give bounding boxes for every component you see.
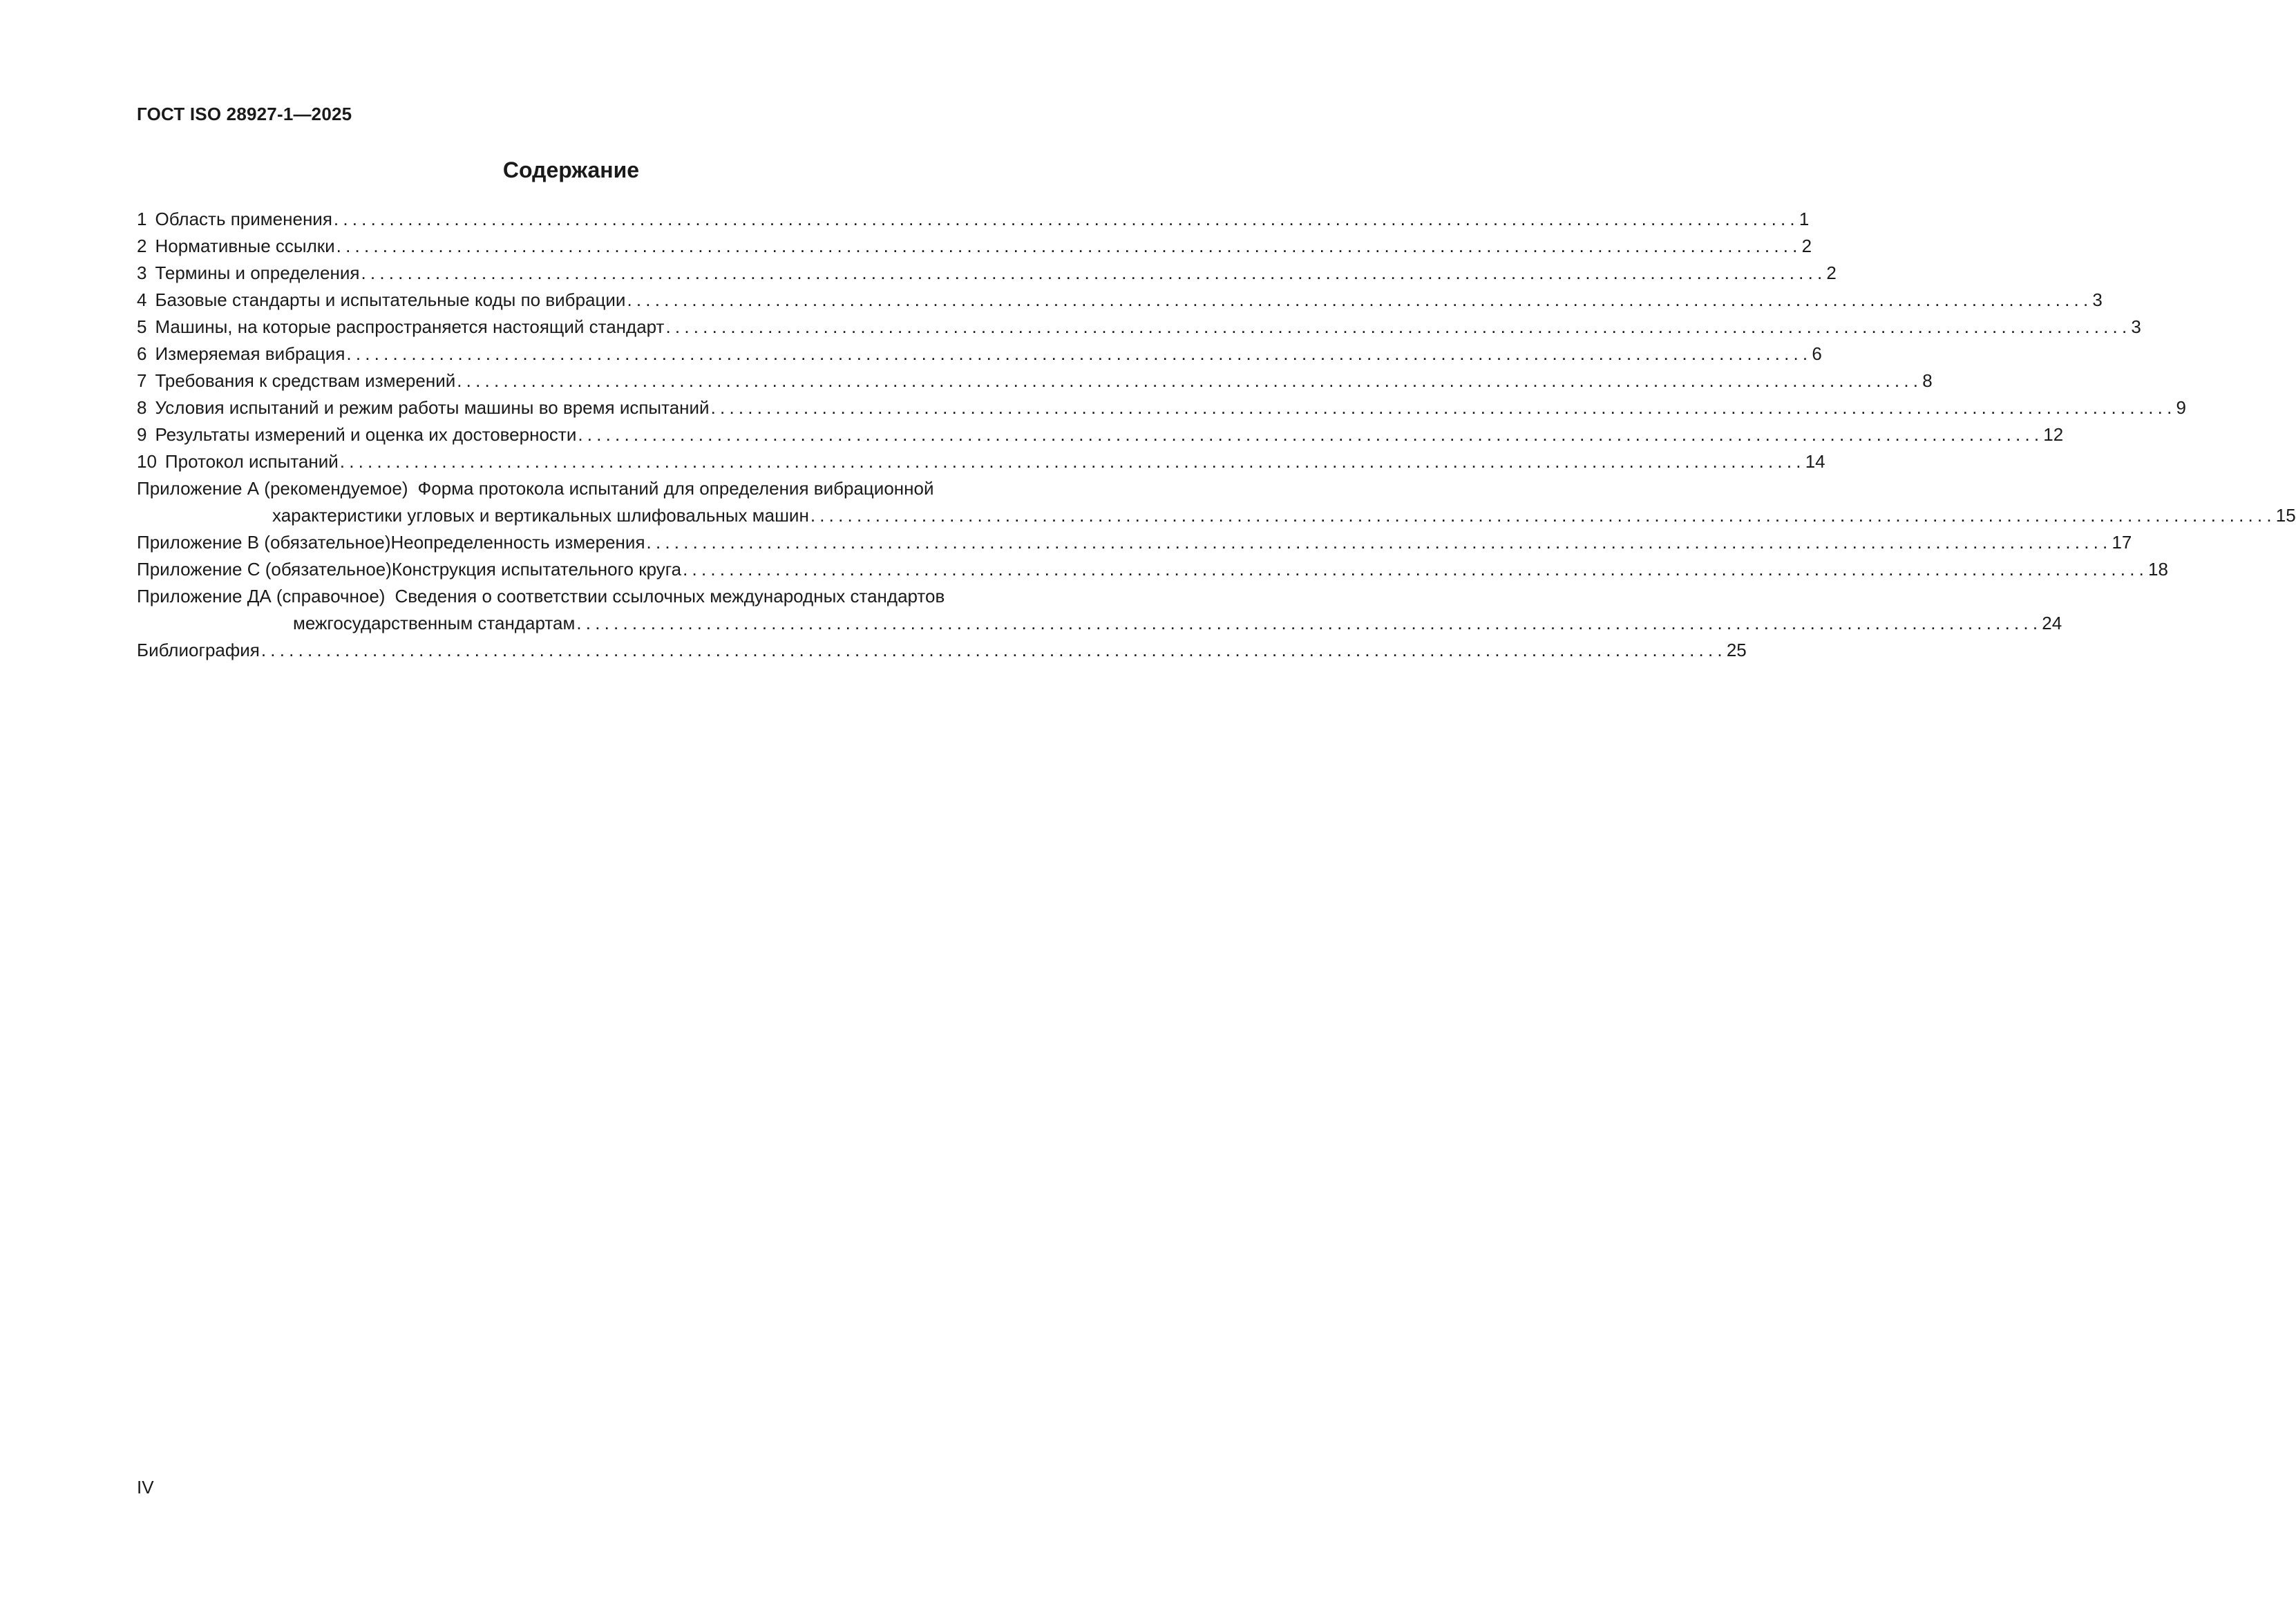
toc-entry-number: 4 <box>137 289 147 310</box>
toc-entry-4[interactable] <box>137 287 2103 314</box>
toc-entry-page: 18 <box>2148 559 2168 580</box>
toc-title: Содержание <box>502 157 640 182</box>
appendix-prefix: Приложение ДА (справочное) <box>137 586 386 606</box>
toc-entry-number: 9 <box>137 424 147 445</box>
dot-leader: .............................................................................................................................................................. <box>333 209 1799 229</box>
appendix-title: Сведения о соответствии ссылочных международных стандартов <box>395 586 945 606</box>
appendix-title: Конструкция испытательного круга <box>391 559 682 580</box>
table-of-contents <box>137 206 2296 664</box>
dot-leader: .............................................................................................................................................................. <box>646 532 2112 553</box>
dot-leader: .............................................................................................................................................................. <box>627 289 2093 310</box>
page-number: IV <box>137 1477 154 1498</box>
toc-entry-label: Нормативные ссылки <box>155 236 335 256</box>
toc-entry-number: 10 <box>137 451 157 472</box>
toc-entry-7[interactable] <box>137 367 1933 394</box>
toc-entry-page: 12 <box>2043 424 2064 445</box>
toc-appendix-da-continuation[interactable] <box>137 610 2062 637</box>
toc-appendix-c[interactable] <box>137 556 2168 583</box>
toc-appendix-a[interactable] <box>137 475 1070 502</box>
toc-entry-label: Протокол испытаний <box>164 451 339 472</box>
dot-leader: .............................................................................................................................................................. <box>683 559 2149 580</box>
toc-entry-number: 6 <box>137 343 147 364</box>
toc-entry-2[interactable] <box>137 233 1812 260</box>
dot-leader: .............................................................................................................................................................. <box>346 343 1812 364</box>
appendix-prefix: Приложение С (обязательное) <box>137 559 392 580</box>
dot-leader: .............................................................................................................................................................. <box>339 451 1805 472</box>
appendix-title: Форма протокола испытаний для определения вибрационной <box>417 478 934 499</box>
toc-entry-6[interactable] <box>137 341 1822 367</box>
toc-appendix-a-continuation[interactable] <box>137 502 2296 529</box>
toc-entry-number: 5 <box>137 316 147 337</box>
dot-leader: .............................................................................................................................................................. <box>810 505 2276 526</box>
toc-entry-label: Условия испытаний и режим работы машины во время испытаний <box>155 397 710 418</box>
document-code: ГОСТ ISO 28927-1—2025 <box>137 104 352 124</box>
dot-leader: .............................................................................................................................................................. <box>578 424 2044 445</box>
toc-entry-page: 2 <box>1801 236 1812 256</box>
toc-entry-page: 25 <box>1726 640 1747 660</box>
toc-entry-page: 3 <box>2092 289 2103 310</box>
toc-entry-page: 14 <box>1805 451 1825 472</box>
toc-entry-3[interactable] <box>137 260 1837 287</box>
toc-entry-page: 2 <box>1826 262 1837 283</box>
toc-entry-1[interactable] <box>137 206 1810 233</box>
toc-entry-number: 3 <box>137 262 147 283</box>
toc-entry-label: Измеряемая вибрация <box>155 343 345 364</box>
toc-entry-page: 9 <box>2176 397 2186 418</box>
toc-entry-page: 1 <box>1799 209 1810 229</box>
dot-leader: .............................................................................................................................................................. <box>457 370 1923 391</box>
toc-entry-label: Машины, на которые распространяется настоящий стандарт <box>155 316 665 337</box>
dot-leader: .............................................................................................................................................................. <box>710 397 2176 418</box>
dot-leader: .............................................................................................................................................................. <box>336 236 1802 256</box>
appendix-prefix: Приложение В (обязательное) <box>137 532 391 553</box>
toc-entry-label: Термины и определения <box>155 262 360 283</box>
toc-entry-number: 7 <box>137 370 147 391</box>
dot-leader: .............................................................................................................................................................. <box>576 613 2042 633</box>
toc-appendix-b[interactable] <box>137 529 2132 556</box>
appendix-prefix: Приложение А (рекомендуемое) <box>137 478 408 499</box>
toc-entry-number: 8 <box>137 397 147 418</box>
dot-leader: .............................................................................................................................................................. <box>361 262 1827 283</box>
appendix-title: Неопределенность измерения <box>390 532 645 553</box>
dot-leader: .............................................................................................................................................................. <box>665 316 2132 337</box>
toc-entry-page: 17 <box>2112 532 2132 553</box>
toc-entry-label: Результаты измерений и оценка их достоверности <box>155 424 577 445</box>
toc-entry-page: 6 <box>1812 343 1822 364</box>
dot-leader: .............................................................................................................................................................. <box>260 640 1727 660</box>
toc-entry-page: 15 <box>2275 505 2296 526</box>
toc-entry-page: 8 <box>1922 370 1933 391</box>
toc-entry-label: Область применения <box>155 209 332 229</box>
toc-entry-label: Библиография <box>137 640 260 660</box>
appendix-title-continued: характеристики угловых и вертикальных шлифовальных машин <box>272 505 809 526</box>
toc-entry-page: 24 <box>2042 613 2062 633</box>
toc-entry-number: 1 <box>137 209 147 229</box>
toc-appendix-da[interactable] <box>137 583 1070 610</box>
toc-bibliography[interactable] <box>137 637 1747 664</box>
toc-entry-label: Базовые стандарты и испытательные коды по вибрации <box>155 289 626 310</box>
toc-entry-page: 3 <box>2131 316 2141 337</box>
toc-entry-number: 2 <box>137 236 147 256</box>
appendix-title-continued: межгосударственным стандартам <box>293 613 576 633</box>
toc-entry-8[interactable] <box>137 394 2186 421</box>
toc-entry-5[interactable] <box>137 314 2141 341</box>
toc-entry-10[interactable] <box>137 448 1825 475</box>
toc-entry-9[interactable] <box>137 421 2064 448</box>
toc-entry-label: Требования к средствам измерений <box>155 370 456 391</box>
